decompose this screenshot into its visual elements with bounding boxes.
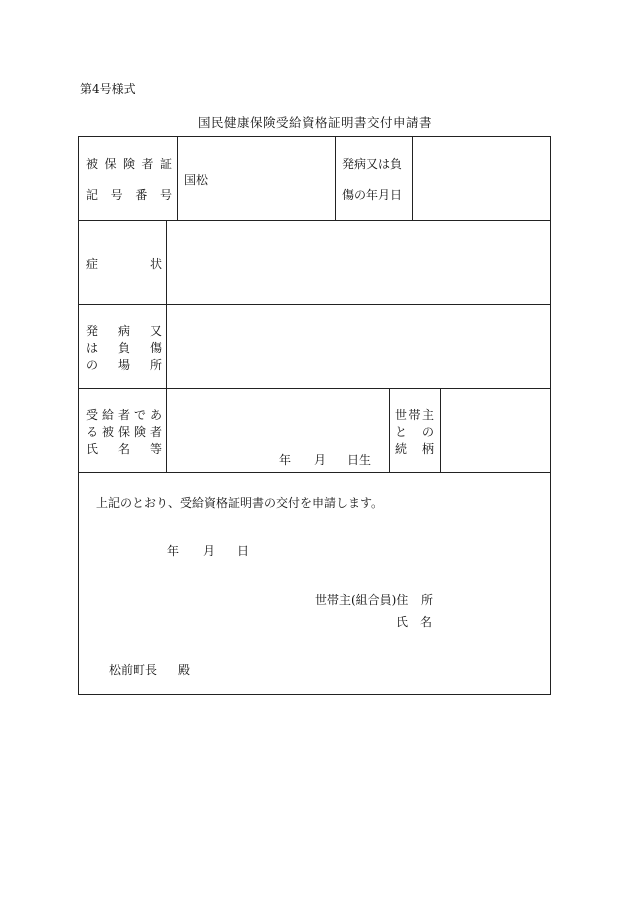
recipient-label-1: 受給者であ [86,408,162,422]
name-label: 氏 名 [396,615,433,629]
symptom-label: 症状 [86,257,162,271]
form-title: 国民健康保険受給資格証明書交付申請書 [197,115,432,130]
location-field[interactable] [173,311,543,381]
birth-year-label: 年 [279,453,292,467]
application-statement: 上記のとおり、受給資格証明書の交付を申請します。 [96,496,384,510]
date-year-label: 年 [167,544,180,558]
recipient-label-2: る被保険者 [86,425,162,439]
address-suffix-label: 所 [421,593,434,607]
onset-date-label-2: 傷の年月日 [342,188,403,202]
symptom-field[interactable] [173,227,543,297]
honorific: 殿 [178,663,191,677]
column-divider [166,220,167,472]
insured-card-value[interactable]: 国松 [184,173,209,187]
recipient-label-3: 氏名等 [86,442,162,456]
form-number: 第4号様式 [80,82,136,96]
relation-label-2: との [395,425,434,439]
column-divider [412,137,413,220]
addressee: 松前町長 [109,663,158,677]
insured-card-label: 被保険者証 [86,157,172,171]
form-table [78,136,551,695]
row-divider [79,220,550,221]
row-divider [79,472,550,473]
column-divider [177,137,178,220]
column-divider [335,137,336,220]
birth-day-label: 日生 [347,453,372,467]
insured-card-number-label: 記号番号 [86,188,172,202]
birth-month-label: 月 [314,453,327,467]
relation-field[interactable] [444,395,544,465]
relation-label-1: 世帯主 [395,408,434,422]
date-month-label: 月 [203,544,216,558]
row-divider [79,304,550,305]
location-label-2: は負傷 [86,341,162,355]
household-head-address-label: 世帯主(組合員)住 [315,593,409,607]
column-divider [440,388,441,472]
column-divider [389,388,390,472]
location-label-1: 発病又 [86,324,162,338]
relation-label-3: 続柄 [395,442,434,456]
date-day-label: 日 [237,544,250,558]
row-divider [79,388,550,389]
onset-date-label: 発病又は負 [342,157,403,171]
location-label-3: の場所 [86,358,162,372]
